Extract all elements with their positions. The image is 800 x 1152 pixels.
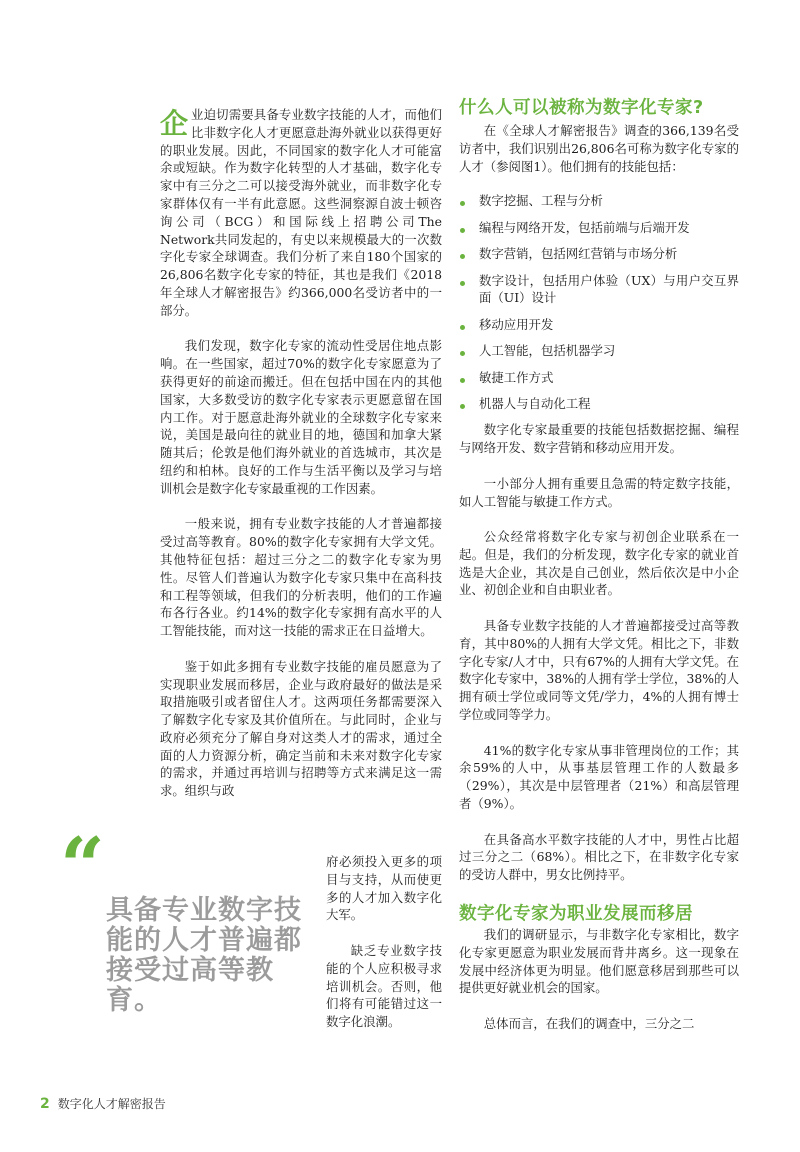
- individual-training-paragraph: 缺乏专业数字技能的个人应积极寻求培训机会。否则，他们将有可能错过这一数字化浪潮。: [326, 942, 442, 1030]
- skills-intro-paragraph: 在《全球人才解密报告》调查的366,139名受访者中，我们识别出26,806名可称为数字化专家的人才（参阅图1）。他们拥有的技能包括：: [459, 123, 739, 174]
- quote-mark-icon: “: [60, 821, 105, 912]
- page-number: 2: [40, 1096, 50, 1112]
- list-item: 机器人与自动化工程: [459, 395, 739, 413]
- list-item: 编程与网络开发，包括前端与后端开发: [459, 219, 739, 237]
- left-subcolumn: [326, 853, 442, 1031]
- education-paragraph: 一般来说，拥有专业数字技能的人才普遍都接受过高等教育。80%的数字化专家拥有大学文凭。其他特征包括：超过三分之二的数字化专家为男性。尽管人们普遍认为数字化专家只集中在高科技和工程等领域，但我们的分析表明，他们的工作遍布各行各业。约14%的数字化专家拥有高水平的人工智能技能，而对这一技能的需求正在日益增大。: [160, 516, 442, 639]
- skills-list: [459, 192, 739, 412]
- left-column: [160, 106, 442, 800]
- niche-skills-paragraph: 一小部分人拥有重要且急需的特定数字技能，如人工智能与敏捷工作方式。: [459, 475, 739, 509]
- list-item: 移动应用开发: [459, 316, 739, 334]
- intro-paragraph: 企业迫切需要具备专业数字技能的人才，而他们比非数字化人才更愿意赴海外就业以获得更好的职业发展。因此，不同国家的数字化人才可能富余或短缺。作为数字化转型的人才基础，数字化专家中有三分之二可以接受海外就业，而非数字化专家群体仅有一半有此意愿。这些洞察源自波士顿咨询公司（BCG）和国际线上招聘公司The Network共同发起的，有史以来规模最大的一次数字化专家全球调查。我们分析了来自180个国家的26,806名数字化专家的特征，其也是我们《2018年全球人才解密报告》约366,000名受访者中的一部分。: [160, 107, 442, 318]
- list-item: 数字营销，包括网红营销与市场分析: [459, 245, 739, 263]
- list-item: 敏捷工作方式: [459, 369, 739, 387]
- pull-quote: 具备专业数字技能的人才普遍都接受过高等教育。: [106, 895, 302, 1016]
- management-paragraph: 41%的数字化专家从事非管理岗位的工作；其余59%的人中，从事基层管理工作的人数最多（29%），其次是中层管理者（21%）和高层管理者（9%）。: [459, 742, 739, 812]
- list-item: 人工智能，包括机器学习: [459, 342, 739, 360]
- list-item: 数字挖掘、工程与分析: [459, 192, 739, 210]
- section-heading-relocation: 数字化专家为职业发展而移居: [459, 904, 693, 925]
- key-skills-paragraph: 数字化专家最重要的技能包括数据挖掘、编程与网络开发、数字营销和移动应用开发。: [459, 422, 739, 456]
- recommendation-paragraph: 鉴于如此多拥有专业数字技能的雇员愿意为了实现职业发展而移居，企业与政府最好的做法是采取措施吸引或者留住人才。这两项任务都需要深入了解数字化专家及其价值所在。与此同时，企业与政府必须充分了解自身对这类人才的需求，通过全面的人力资源分析，确定当前和未来对数字化专家的需求，并通过再培训与招聘等方式来满足这一需求。组织与政: [160, 658, 442, 799]
- drop-cap: 企: [160, 107, 189, 140]
- recommendation-continued: 府必须投入更多的项目与支持，从而使更多的人才加入数字化大军。: [326, 854, 442, 923]
- employer-preference-paragraph: 公众经常将数字化专家与初创企业联系在一起。但是，我们的分析发现，数字化专家的就业首选是大企业，其次是自己创业，然后依次是中小企业、初创企业和自由职业者。: [459, 529, 739, 598]
- gender-paragraph: 在具备高水平数字技能的人才中，男性占比超过三分之二（68%）。相比之下，在非数字化专家的受访人群中，男女比例持平。: [459, 831, 739, 883]
- summary-paragraph: 总体而言，在我们的调查中，三分之二: [483, 1016, 695, 1032]
- degree-paragraph: 具备专业数字技能的人才普遍都接受过高等教育，其中80%的人拥有大学文凭。相比之下，非数字化专家/人才中，只有67%的人拥有大学文凭。在数字化专家中，38%的人拥有学士学位，38%的人拥有硕士学位或同等文凭/学力，4%的人拥有博士学位或同等学力。: [459, 618, 739, 723]
- right-column: [459, 96, 739, 1033]
- report-title: 数字化人才解密报告: [57, 1097, 166, 1111]
- mobility-paragraph: 我们发现，数字化专家的流动性受居住地点影响。在一些国家，超过70%的数字化专家愿意为了获得更好的前途而搬迁。但在包括中国在内的其他国家，大多数受访的数字化专家表示更愿意留在国内工作。对于愿意赴海外就业的全球数字化专家来说，美国是最向往的就业目的地，德国和加拿大紧随其后；伦敦是他们海外就业的首选城市，其次是纽约和柏林。良好的工作与生活平衡以及学习与培训机会是数字化专家最重视的工作因素。: [160, 338, 442, 496]
- page-footer: [40, 1095, 166, 1112]
- section-heading-who: 什么人可以被称为数字化专家?: [459, 98, 704, 118]
- list-item: 数字设计，包括用户体验（UX）与用户交互界面（UI）设计: [459, 272, 739, 308]
- relocation-paragraph: 我们的调研显示，与非数字化专家相比，数字化专家更愿意为职业发展而背井离乡。这一现象在发展中经济体更为明显。他们愿意移居到那些可以提供更好就业机会的国家。: [459, 927, 739, 996]
